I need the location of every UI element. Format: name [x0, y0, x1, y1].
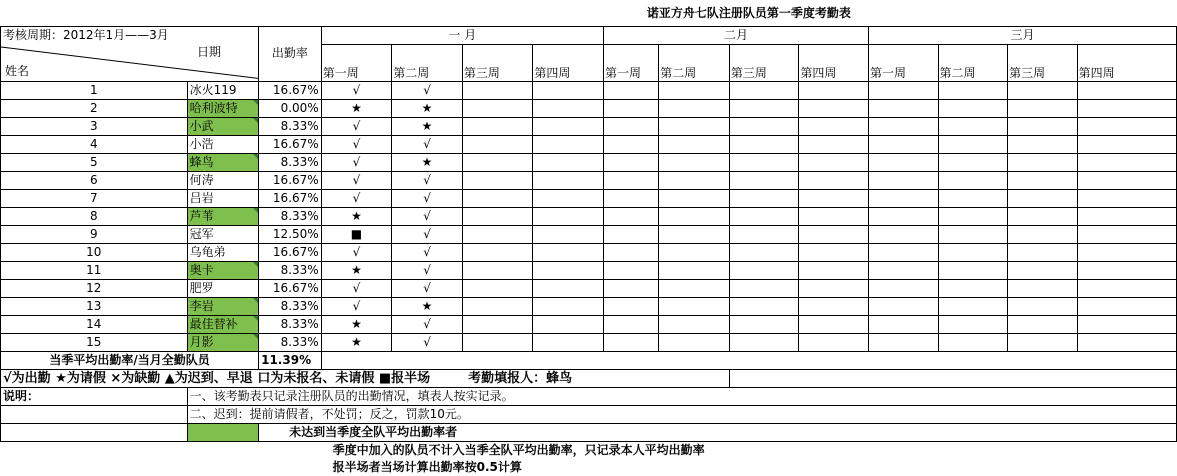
empty-cell[interactable] [604, 261, 659, 279]
period-label: 考核周期：2012年1月——3月 [1, 27, 259, 45]
empty-cell[interactable] [659, 117, 730, 135]
empty-cell[interactable] [1077, 135, 1176, 153]
table-row [1, 135, 1177, 153]
table-row [1, 279, 1177, 297]
name-header: 姓名 [5, 63, 30, 78]
empty-cell[interactable] [462, 315, 533, 333]
empty-cell[interactable] [938, 117, 1008, 135]
attendance-rate[interactable]: 8.33% [259, 153, 322, 171]
empty-cell[interactable] [1008, 261, 1078, 279]
empty-cell[interactable] [659, 315, 730, 333]
empty-cell[interactable] [729, 297, 799, 315]
legend-blank [729, 369, 1176, 387]
empty-cell[interactable] [729, 279, 799, 297]
attendance-rate[interactable]: 16.67% [259, 135, 322, 153]
empty-cell[interactable] [938, 99, 1008, 117]
empty-cell[interactable] [1077, 117, 1176, 135]
empty-cell[interactable] [462, 81, 533, 99]
m1-week1-mark[interactable]: ★ [321, 99, 392, 117]
m1-week1-mark[interactable]: √ [321, 81, 392, 99]
empty-cell[interactable] [462, 207, 533, 225]
empty-cell[interactable] [659, 135, 730, 153]
m1-week2-mark[interactable]: √ [392, 189, 463, 207]
empty-cell[interactable] [799, 99, 869, 117]
empty-cell[interactable] [729, 315, 799, 333]
row-number[interactable]: 15 [1, 333, 188, 351]
empty-cell[interactable] [533, 333, 604, 351]
empty-cell[interactable] [533, 171, 604, 189]
table-row [1, 81, 1177, 99]
table-row [1, 243, 1177, 261]
empty-cell[interactable] [604, 189, 659, 207]
m1-week1-mark[interactable]: ★ [321, 207, 392, 225]
empty-cell[interactable] [799, 315, 869, 333]
row-number[interactable]: 1 [1, 81, 188, 99]
empty-cell[interactable] [659, 207, 730, 225]
empty-cell[interactable] [868, 135, 938, 153]
empty-cell[interactable] [729, 261, 799, 279]
m1-week1-mark[interactable]: √ [321, 153, 392, 171]
empty-cell[interactable] [729, 225, 799, 243]
member-name[interactable]: 奥卡 [187, 261, 259, 279]
m1-week4: 第四周 [533, 45, 604, 82]
empty-cell[interactable] [938, 333, 1008, 351]
empty-cell[interactable] [1008, 225, 1078, 243]
attendance-rate[interactable]: 16.67% [259, 189, 322, 207]
m3-week2: 第二周 [938, 45, 1008, 82]
empty-cell[interactable] [868, 315, 938, 333]
empty-cell[interactable] [799, 243, 869, 261]
empty-cell[interactable] [533, 135, 604, 153]
m2-week3: 第三周 [729, 45, 799, 82]
footnote-2: 季度中加入的队员不计入当季全队平均出勤率，只记录本人平均出勤率 [332, 442, 705, 457]
empty-cell[interactable] [604, 279, 659, 297]
attendance-rate[interactable]: 0.00% [259, 99, 322, 117]
empty-cell[interactable] [799, 207, 869, 225]
m1-week1-mark[interactable]: √ [321, 279, 392, 297]
footnote-3: 报半场者当场计算出勤率按0.5计算 [332, 459, 522, 474]
empty-cell[interactable] [604, 135, 659, 153]
empty-cell[interactable] [1077, 225, 1176, 243]
empty-cell[interactable] [868, 333, 938, 351]
table-row [1, 189, 1177, 207]
empty-cell[interactable] [659, 243, 730, 261]
member-name[interactable]: 芦苇 [187, 207, 259, 225]
empty-cell[interactable] [659, 99, 730, 117]
month-1-header: 一 月 [321, 27, 603, 45]
empty-cell[interactable] [1008, 153, 1078, 171]
m1-week2-mark[interactable]: √ [392, 135, 463, 153]
attendance-rate[interactable]: 8.33% [259, 207, 322, 225]
table-row [1, 315, 1177, 333]
empty-cell[interactable] [533, 207, 604, 225]
date-header: 日期 [197, 44, 222, 59]
empty-cell[interactable] [938, 135, 1008, 153]
empty-cell[interactable] [799, 117, 869, 135]
empty-cell[interactable] [462, 243, 533, 261]
empty-cell[interactable] [938, 297, 1008, 315]
empty-cell[interactable] [462, 153, 533, 171]
footnote-1: 未达到当季度全队平均出勤率者 [259, 423, 1177, 441]
empty-cell[interactable] [729, 207, 799, 225]
empty-cell[interactable] [1077, 261, 1176, 279]
empty-cell[interactable] [1077, 333, 1176, 351]
attendance-rate[interactable]: 8.33% [259, 117, 322, 135]
m1-week2-mark[interactable]: √ [392, 81, 463, 99]
table-row [1, 207, 1177, 225]
recorder: 考勤填报人：蜂鸟 [468, 370, 573, 386]
empty-cell[interactable] [868, 207, 938, 225]
empty-cell[interactable] [604, 171, 659, 189]
empty-cell[interactable] [799, 225, 869, 243]
empty-cell[interactable] [799, 81, 869, 99]
m1-week1-mark[interactable]: ★ [321, 261, 392, 279]
empty-cell[interactable] [604, 99, 659, 117]
row-number[interactable]: 14 [1, 315, 188, 333]
row-number[interactable]: 2 [1, 99, 188, 117]
empty-cell[interactable] [462, 171, 533, 189]
empty-cell[interactable] [604, 81, 659, 99]
empty-cell[interactable] [533, 153, 604, 171]
empty-cell[interactable] [799, 279, 869, 297]
row-number[interactable]: 8 [1, 207, 188, 225]
empty-cell[interactable] [799, 297, 869, 315]
table-row [1, 225, 1177, 243]
empty-cell[interactable] [533, 225, 604, 243]
empty-cell[interactable] [938, 153, 1008, 171]
empty-cell[interactable] [868, 153, 938, 171]
empty-cell[interactable] [1008, 333, 1078, 351]
empty-cell[interactable] [1077, 243, 1176, 261]
row-number[interactable]: 10 [1, 243, 188, 261]
member-name[interactable]: 冰火119 [187, 81, 259, 99]
empty-cell[interactable] [604, 153, 659, 171]
empty-cell[interactable] [462, 189, 533, 207]
empty-cell[interactable] [729, 333, 799, 351]
green-swatch [187, 423, 259, 441]
empty-cell[interactable] [729, 135, 799, 153]
m1-week1: 第一周 [321, 45, 392, 82]
empty-cell[interactable] [729, 117, 799, 135]
empty-cell[interactable] [604, 243, 659, 261]
empty-cell[interactable] [729, 189, 799, 207]
member-name[interactable]: 月影 [187, 333, 259, 351]
m1-week1-mark[interactable]: ★ [321, 315, 392, 333]
rate-header: 出勤率 [259, 27, 322, 82]
empty-cell[interactable] [533, 243, 604, 261]
table-row [1, 99, 1177, 117]
empty-cell[interactable] [799, 261, 869, 279]
empty-cell[interactable] [462, 225, 533, 243]
empty-cell[interactable] [533, 297, 604, 315]
row-number[interactable]: 4 [1, 135, 188, 153]
empty-cell[interactable] [604, 333, 659, 351]
member-name[interactable]: 小武 [187, 117, 259, 135]
empty-cell[interactable] [1008, 189, 1078, 207]
empty-cell[interactable] [868, 117, 938, 135]
empty-cell[interactable] [462, 117, 533, 135]
table-row [1, 153, 1177, 171]
m3-week4: 第四周 [1077, 45, 1176, 82]
empty-cell[interactable] [938, 171, 1008, 189]
row-number[interactable]: 3 [1, 117, 188, 135]
member-name[interactable]: 冠军 [187, 225, 259, 243]
empty-cell[interactable] [799, 189, 869, 207]
empty-cell[interactable] [868, 243, 938, 261]
empty-cell[interactable] [659, 279, 730, 297]
empty-cell[interactable] [462, 279, 533, 297]
m3-week1: 第一周 [868, 45, 938, 82]
foot-blank-2 [1, 441, 259, 459]
empty-cell[interactable] [1008, 171, 1078, 189]
empty-cell[interactable] [533, 315, 604, 333]
empty-cell[interactable] [1008, 135, 1078, 153]
m1-week2-mark[interactable]: ★ [392, 99, 463, 117]
m1-week1-mark[interactable]: √ [321, 171, 392, 189]
empty-cell[interactable] [799, 333, 869, 351]
member-name[interactable]: 乌龟弟 [187, 243, 259, 261]
empty-cell[interactable] [938, 207, 1008, 225]
member-name[interactable]: 李岩 [187, 297, 259, 315]
m1-week2-mark[interactable]: √ [392, 279, 463, 297]
table-row [1, 171, 1177, 189]
m1-week1-mark[interactable]: ★ [321, 333, 392, 351]
m1-week2-mark[interactable]: √ [392, 243, 463, 261]
m1-week1-mark[interactable]: √ [321, 135, 392, 153]
sheet-title: 诺亚方舟七队注册队员第一季度考勤表 [646, 5, 851, 20]
member-name[interactable]: 吕岩 [187, 189, 259, 207]
empty-cell[interactable] [938, 315, 1008, 333]
m1-week2-mark[interactable]: √ [392, 171, 463, 189]
m1-week1-mark[interactable]: √ [321, 243, 392, 261]
member-name[interactable]: 小浩 [187, 135, 259, 153]
empty-cell[interactable] [1077, 207, 1176, 225]
empty-cell[interactable] [938, 189, 1008, 207]
m1-week2: 第二周 [392, 45, 463, 82]
row-number[interactable]: 12 [1, 279, 188, 297]
notes-label: 说明： [1, 387, 188, 405]
m2-week1: 第一周 [604, 45, 659, 82]
legend [1, 369, 730, 387]
blank-corner [1, 0, 322, 27]
empty-cell[interactable] [938, 81, 1008, 99]
m2-week4: 第四周 [799, 45, 869, 82]
empty-cell[interactable] [659, 81, 730, 99]
month-3-header: 三月 [868, 27, 1176, 45]
member-name[interactable]: 肥罗 [187, 279, 259, 297]
m3-week3: 第三周 [1008, 45, 1078, 82]
empty-cell[interactable] [533, 117, 604, 135]
empty-cell[interactable] [799, 171, 869, 189]
empty-cell[interactable] [729, 171, 799, 189]
attendance-rate[interactable]: 16.67% [259, 171, 322, 189]
empty-cell[interactable] [604, 225, 659, 243]
empty-cell[interactable] [868, 261, 938, 279]
empty-cell[interactable] [1077, 99, 1176, 117]
empty-cell[interactable] [729, 99, 799, 117]
m1-week2-mark[interactable]: ★ [392, 117, 463, 135]
empty-cell[interactable] [1077, 315, 1176, 333]
attendance-rate[interactable]: 16.67% [259, 279, 322, 297]
empty-cell[interactable] [868, 225, 938, 243]
attendance-rate[interactable]: 12.50% [259, 225, 322, 243]
empty-cell[interactable] [1008, 99, 1078, 117]
m1-week1-mark[interactable]: √ [321, 117, 392, 135]
m1-week1-mark[interactable]: √ [321, 297, 392, 315]
empty-cell[interactable] [1077, 153, 1176, 171]
empty-cell[interactable] [729, 243, 799, 261]
m1-week1-mark[interactable]: ■ [321, 225, 392, 243]
empty-cell[interactable] [462, 135, 533, 153]
empty-cell[interactable] [868, 279, 938, 297]
empty-cell[interactable] [938, 243, 1008, 261]
note-blank [1, 405, 188, 423]
table-row [1, 117, 1177, 135]
empty-cell[interactable] [868, 99, 938, 117]
attendance-rate[interactable]: 8.33% [259, 333, 322, 351]
empty-cell[interactable] [1077, 171, 1176, 189]
empty-cell[interactable] [533, 279, 604, 297]
member-name[interactable]: 哈利波特 [187, 99, 259, 117]
empty-cell[interactable] [659, 225, 730, 243]
empty-cell[interactable] [1008, 207, 1078, 225]
legend-text: √为出勤 ★为请假 ×为缺勤 ▲为迟到、早退 口为未报名、未请假 ■报半场 [3, 370, 431, 386]
empty-cell[interactable] [462, 333, 533, 351]
empty-cell[interactable] [868, 81, 938, 99]
m1-week3: 第三周 [462, 45, 533, 82]
m2-week2: 第二周 [659, 45, 730, 82]
empty-cell[interactable] [659, 189, 730, 207]
empty-cell[interactable] [533, 189, 604, 207]
table-row [1, 297, 1177, 315]
row-number[interactable]: 5 [1, 153, 188, 171]
empty-cell[interactable] [1008, 315, 1078, 333]
empty-cell[interactable] [868, 189, 938, 207]
attendance-rate[interactable]: 16.67% [259, 243, 322, 261]
average-value: 11.39% [259, 351, 322, 369]
member-name[interactable]: 最佳替补 [187, 315, 259, 333]
row-number[interactable]: 7 [1, 189, 188, 207]
empty-cell[interactable] [1008, 117, 1078, 135]
note-2: 二、迟到：提前请假者，不处罚；反之，罚款10元。 [187, 405, 1176, 423]
empty-cell[interactable] [938, 225, 1008, 243]
attendance-rate[interactable]: 8.33% [259, 261, 322, 279]
attendance-rate[interactable]: 8.33% [259, 315, 322, 333]
empty-cell[interactable] [1077, 279, 1176, 297]
attendance-rate[interactable]: 8.33% [259, 297, 322, 315]
m1-week2-mark[interactable]: √ [392, 261, 463, 279]
row-number[interactable]: 6 [1, 171, 188, 189]
empty-cell[interactable] [799, 135, 869, 153]
empty-cell[interactable] [868, 171, 938, 189]
empty-cell[interactable] [1077, 189, 1176, 207]
empty-cell[interactable] [533, 261, 604, 279]
empty-cell[interactable] [604, 297, 659, 315]
empty-cell[interactable] [729, 81, 799, 99]
empty-cell[interactable] [659, 333, 730, 351]
empty-cell[interactable] [1077, 297, 1176, 315]
diagonal-header [1, 45, 259, 82]
empty-cell[interactable] [938, 279, 1008, 297]
average-blank [321, 351, 1176, 369]
empty-cell[interactable] [938, 261, 1008, 279]
empty-cell[interactable] [462, 99, 533, 117]
note-1: 一、该考勤表只记录注册队员的出勤情况，填表人按实记录。 [187, 387, 1176, 405]
foot-blank [1, 423, 188, 441]
empty-cell[interactable] [1008, 243, 1078, 261]
m1-week2-mark[interactable]: √ [392, 225, 463, 243]
empty-cell[interactable] [1008, 81, 1078, 99]
empty-cell[interactable] [604, 315, 659, 333]
row-number[interactable]: 13 [1, 297, 188, 315]
m1-week2-mark[interactable]: ★ [392, 297, 463, 315]
average-label: 当季平均出勤率/当月全勤队员 [1, 351, 259, 369]
empty-cell[interactable] [533, 81, 604, 99]
empty-cell[interactable] [1008, 279, 1078, 297]
empty-cell[interactable] [462, 261, 533, 279]
m1-week2-mark[interactable]: √ [392, 333, 463, 351]
table-row [1, 333, 1177, 351]
m1-week2-mark[interactable]: ★ [392, 153, 463, 171]
row-number[interactable]: 11 [1, 261, 188, 279]
empty-cell[interactable] [462, 297, 533, 315]
empty-cell[interactable] [659, 261, 730, 279]
empty-cell[interactable] [604, 117, 659, 135]
table-row [1, 261, 1177, 279]
month-2-header: 二月 [604, 27, 869, 45]
empty-cell[interactable] [1008, 297, 1078, 315]
empty-cell[interactable] [533, 99, 604, 117]
empty-cell[interactable] [729, 153, 799, 171]
row-number[interactable]: 9 [1, 225, 188, 243]
empty-cell[interactable] [659, 171, 730, 189]
attendance-rate[interactable]: 16.67% [259, 81, 322, 99]
empty-cell[interactable] [1077, 81, 1176, 99]
empty-cell[interactable] [659, 297, 730, 315]
empty-cell[interactable] [659, 153, 730, 171]
empty-cell[interactable] [604, 207, 659, 225]
m1-week2-mark[interactable]: √ [392, 315, 463, 333]
member-name[interactable]: 蜂鸟 [187, 153, 259, 171]
m1-week1-mark[interactable]: √ [321, 189, 392, 207]
member-name[interactable]: 何涛 [187, 171, 259, 189]
m1-week2-mark[interactable]: √ [392, 207, 463, 225]
empty-cell[interactable] [868, 297, 938, 315]
empty-cell[interactable] [799, 153, 869, 171]
